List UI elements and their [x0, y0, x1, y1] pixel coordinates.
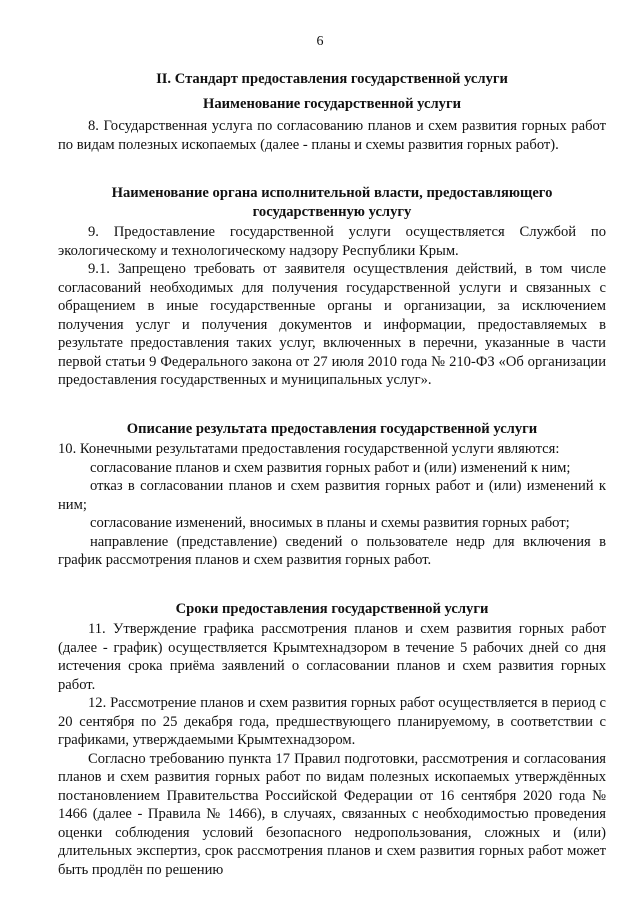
paragraph-10-item-b: отказ в согласовании планов и схем развития горных работ и (или) изменений к ним;	[58, 478, 606, 513]
paragraph-10: 10. Конечными результатами предоставления государственной услуги являются:	[58, 441, 560, 457]
subheading-service-name: Наименование государственной услуги	[203, 95, 461, 112]
paragraph-12-continuation: Согласно требованию пункта 17 Правил подготовки, рассмотрения и согласования планов и схем развития горных работ по видам полезных ископаемых утверждённых постановлением Правительства Российской Федерации от 16 сентября 2020 года № 1466 (далее - Правила № 1466), в случаях, связанных с необходимостью проведения оценки соблюдения условий безопасного недропользования, сложных и (или) длительных экспертиз, срок рассмотрения планов и схем развития горных работ может быть продлён по решению	[58, 750, 606, 878]
page-number: 6	[316, 34, 324, 49]
paragraph-12: 12. Рассмотрение планов и схем развития горных работ осуществляется в период с 20 сентября по 25 декабря года, предшествующего планируемому, в соответствии с графиками, утверждаемыми Крымтехнадзором.	[58, 695, 606, 748]
paragraph-10-item-a: согласование планов и схем развития горных работ и (или) изменений к ним;	[90, 459, 571, 476]
page-content	[58, 70, 606, 879]
subheading-authority-name: Наименование органа исполнительной власти, предоставляющего государственную услугу	[111, 185, 553, 220]
paragraph-10-item-c: согласование изменений, вносимых в планы и схемы развития горных работ;	[90, 515, 570, 531]
subheading-deadlines: Сроки предоставления государственной услуги	[175, 600, 489, 617]
paragraph-8: 8. Государственная услуга по согласованию планов и схем развития горных работ по видам полезных ископаемых (далее - планы и схемы развития горных работ).	[58, 118, 606, 153]
section-heading: II. Стандарт предоставления государственной услуги	[156, 71, 508, 87]
paragraph-9: 9. Предоставление государственной услуги осуществляется Службой по экологическому и технологическому надзору Республики Крым.	[58, 224, 606, 259]
paragraph-9-1: 9.1. Запрещено требовать от заявителя осуществления действий, в том числе согласований необходимых для получения государственной услуги и связанных с обращением в иные государственные органы и организации, за исключением получения услуг и получения документов и информации, предоставляемых в результате предоставления таких услуг, включенных в перечни, указанные в части первой статьи 9 Федерального закона от 27 июля 2010 года № 210-ФЗ «Об организации предоставления государственных и муниципальных услуг».	[58, 261, 606, 388]
paragraph-11: 11. Утверждение графика рассмотрения планов и схем развития горных работ (далее - график) осуществляется Крымтехнадзором в течение 5 рабочих дней со дня истечения срока приёма заявлений о согласовании планов и схем развития горных работ.	[58, 621, 606, 693]
paragraph-10-item-d: направление (представление) сведений о пользователе недр для включения в график рассмотрения планов и схем развития горных работ.	[58, 533, 606, 568]
subheading-result-description: Описание результата предоставления государственной услуги	[126, 420, 538, 437]
